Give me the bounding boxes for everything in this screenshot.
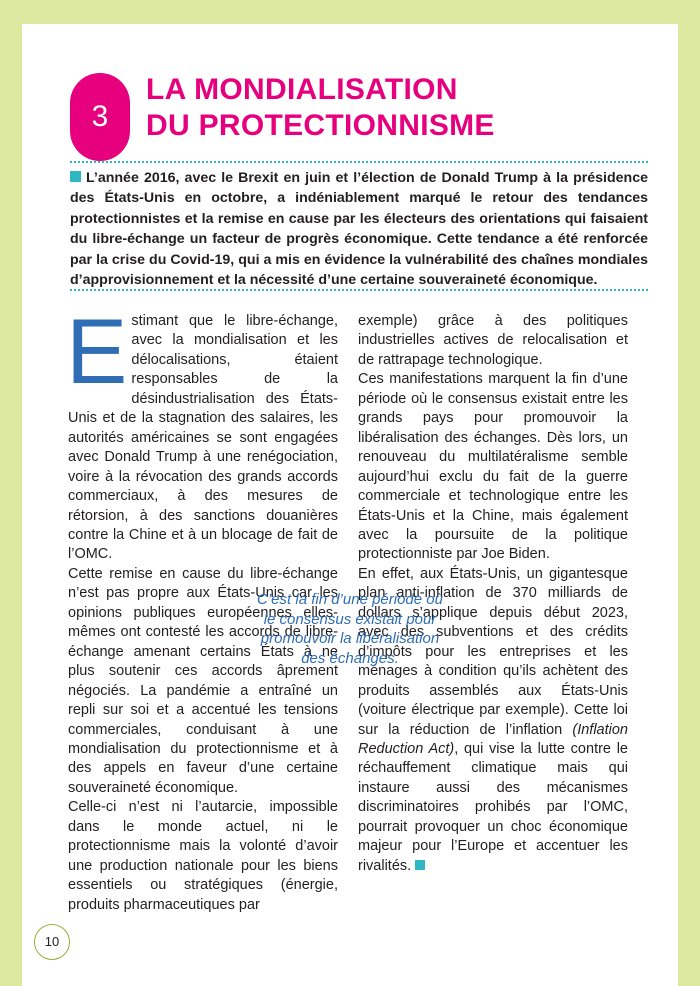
drop-cap: E [66,301,128,403]
teal-square-icon [70,171,81,182]
end-square-icon [415,860,425,870]
intro-paragraph [70,168,648,290]
page-number: 10 [34,924,70,960]
left-paragraph-1: stimant que le libre-échange, avec la mondialisation et les délocalisations, étaient responsables de la désindustrialisation des États-Unis et de la stagnation des salaires, les autorités américaines se sont engagées avec Donald Trump à une renégociation, voire à la révocation des grands accords commerciaux, à des mesures de rétorsion, à des sanctions douanières contre la Chine et à un blocage de fait de l’OMC. [68,313,338,563]
left-paragraph-2: Cette remise en cause du libre-échange n’est pas propre aux États-Unis car les opinions publiques européennes elles-mêmes ont contesté les accords de libre-échange amenant certains États à ne plus soutenir ces accords âprement négociés. La pandémie a entraîné un repli sur soi et a accentué les tensions commerciales, conduisant à une mondialisation du protectionnisme et à des appels en faveur d’une certaine souveraineté économique. [68,565,338,796]
page [22,24,678,986]
chapter-number-badge: 3 [70,73,130,161]
right-paragraph-3: En effet, aux États-Unis, un gigantesque plan anti-inflation de 370 milliards de dollars s’applique depuis début 2023, avec des subventions et des crédits d’impôts pour les entreprises et les ménages à condition qu’ils achètent des produits assemblés aux États-Unis (voiture électrique par exemple). Cette loi sur la réduction de l’inflation (Inflation Reduction Act), qui vise la lutte contre le réchauffement climatique mais qui instaure aussi des mécanismes discriminatoires prohibés par l’OMC, pourrait provoquer un choc économique majeur pour l’Europe et accentuer les rivalités. [358,565,628,874]
chapter-title-line-2: DU PROTECTIONNISME [146,109,495,142]
pull-quote: C’est la fin d’une période où le consensus existait pour promouvoir la libéralisation des échanges. [257,591,443,667]
chapter-title-line-1: LA MONDIALISATION [146,73,458,106]
right-paragraph-2: Ces manifestations marquent la fin d’une période où le consensus existait entre les grands pays pour promouvoir la libéralisation des échanges. Dès lors, un renouveau du multilatéralisme semble aujourd’hui exclu du fait de la guerre commerciale et technologique entre les États-Unis et la Chine, mais également avec la poursuite de la politique protectionniste par Joe Biden. [358,371,628,563]
right-paragraph-1: exemple) grâce à des politiques industrielles actives de relocalisation et de rattrapage technologique. [358,313,628,368]
top-dotted-divider [70,161,648,163]
left-paragraph-3: Celle-ci n’est ni l’autarcie, impossible dans le monde actuel, ni le protectionnisme mais la volonté d’avoir une production nationale pour les biens essentiels ou stratégiques (énergie, produits pharmaceutiques par [68,799,338,913]
bottom-dotted-divider [70,289,648,291]
intro-text: L’année 2016, avec le Brexit en juin et l’élection de Donald Trump à la présidence des États-Unis en octobre, a indéniablement marqué le retour des tendances protectionnistes et la remise en cause par les électeurs des orientations qui faisaient du libre-échange un facteur de progrès économique. Cette tendance a été renforcée par la crise du Covid-19, qui a mis en évidence la vulnérabilité des chaînes mondiales d’approvisionnement et la nécessité d’une certaine souveraineté économique. [70,170,648,289]
chapter-title [146,72,495,144]
inflation-act-italic: (Inflation Reduction Act) [358,721,628,757]
